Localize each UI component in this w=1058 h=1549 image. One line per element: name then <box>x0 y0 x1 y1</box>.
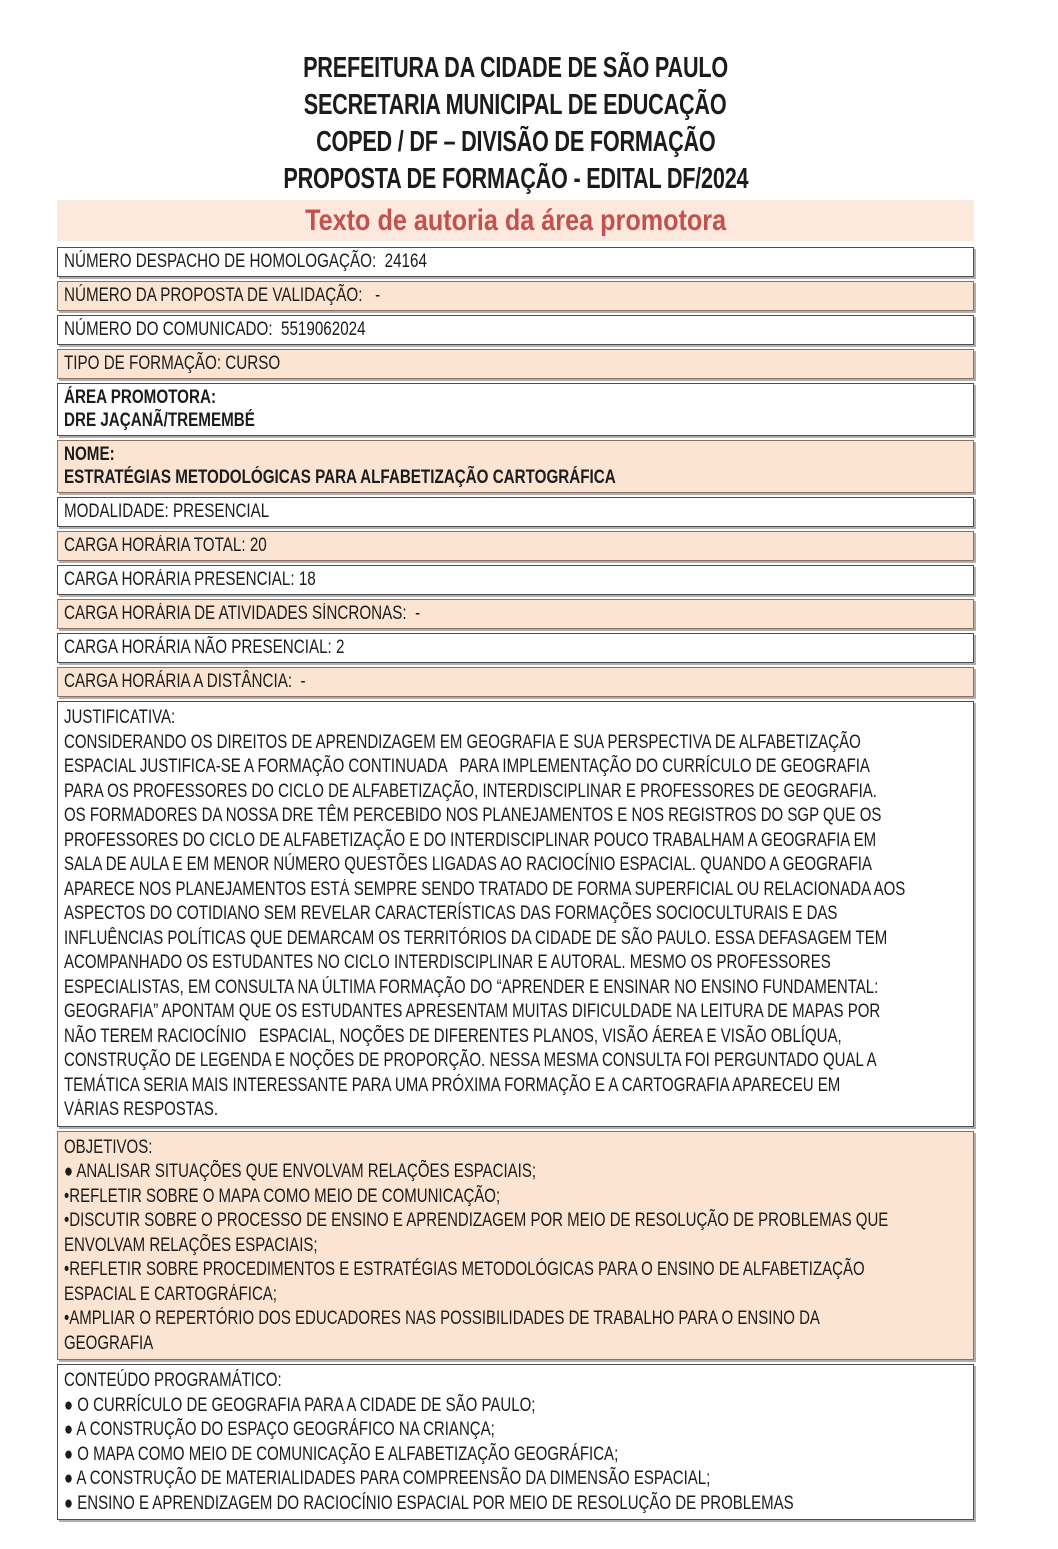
section-objetivos <box>57 1131 974 1361</box>
text-line: NÚMERO DA PROPOSTA DE VALIDAÇÃO: - <box>64 285 381 306</box>
field-nome <box>57 440 974 493</box>
text-line: NOME: <box>64 444 115 465</box>
text-line: CONTEÚDO PROGRAMÁTICO: <box>64 1370 282 1391</box>
text-line: COPED / DF – DIVISÃO DE FORMAÇÃO <box>315 126 716 158</box>
text-line: CARGA HORÁRIA PRESENCIAL: 18 <box>64 569 316 590</box>
field-carga-horaria-presencial <box>57 565 974 595</box>
field-modalidade <box>57 497 974 527</box>
document-header <box>57 52 974 200</box>
text-line: TEMÁTICA SERIA MAIS INTERESSANTE PARA UMA PRÓXIMA FORMAÇÃO E A CARTOGRAFIA APARECEU EM <box>64 1074 841 1096</box>
text-line: TIPO DE FORMAÇÃO: CURSO <box>64 353 281 374</box>
section-justificativa <box>57 701 974 1127</box>
field-numero-proposta-validacao <box>57 281 974 311</box>
text-line: CARGA HORÁRIA NÃO PRESENCIAL: 2 <box>64 637 345 658</box>
text-line: PARA OS PROFESSORES DO CICLO DE ALFABETIZAÇÃO, INTERDISCIPLINAR E PROFESSORES DE GEOGRAFIA. <box>64 780 877 802</box>
text-line: •REFLETIR SOBRE O MAPA COMO MEIO DE COMUNICAÇÃO; <box>64 1185 501 1207</box>
text-line: ● ANALISAR SITUAÇÕES QUE ENVOLVAM RELAÇÕES ESPACIAIS; <box>64 1161 537 1182</box>
field-carga-horaria-nao-presencial <box>57 633 974 663</box>
text-line: ESPECIALISTAS, EM CONSULTA NA ÚLTIMA FORMAÇÃO DO “APRENDER E ENSINAR NO ENSINO FUNDAMENTAL: <box>64 976 879 998</box>
field-carga-horaria-atividades-sincronas <box>57 599 974 629</box>
text-line: ● O MAPA COMO MEIO DE COMUNICAÇÃO E ALFABETIZAÇÃO GEOGRÁFICA; <box>64 1443 619 1465</box>
text-line: INFLUÊNCIAS POLÍTICAS QUE DEMARCAM OS TERRITÓRIOS DA CIDADE DE SÃO PAULO. ESSA DEFASAGEM TEM <box>64 927 888 949</box>
text-line: VÁRIAS RESPOSTAS. <box>64 1099 219 1120</box>
text-line: PROPOSTA DE FORMAÇÃO - EDITAL DF/2024 <box>283 163 748 195</box>
text-line: ASPECTOS DO COTIDIANO SEM REVELAR CARACTERÍSTICAS DAS FORMAÇÕES SOCIOCULTURAIS E DAS <box>64 903 838 924</box>
text-line: ● O CURRÍCULO DE GEOGRAFIA PARA A CIDADE DE SÃO PAULO; <box>64 1394 536 1416</box>
text-line: MODALIDADE: PRESENCIAL <box>64 501 270 522</box>
text-line: GEOGRAFIA <box>64 1332 154 1354</box>
text-line: CARGA HORÁRIA TOTAL: 20 <box>64 535 267 556</box>
text-line: CARGA HORÁRIA DE ATIVIDADES SÍNCRONAS: - <box>64 603 421 624</box>
document-page <box>57 52 974 1520</box>
text-line: ● A CONSTRUÇÃO DO ESPAÇO GEOGRÁFICO NA CRIANÇA; <box>64 1419 495 1440</box>
text-line: GEOGRAFIA” APONTAM QUE OS ESTUDANTES APRESENTAM MUITAS DIFICULDADE NA LEITURA DE MAPAS POR <box>64 1001 881 1022</box>
text-line: SECRETARIA MUNICIPAL DE EDUCAÇÃO <box>304 89 727 121</box>
text-line: CONSTRUÇÃO DE LEGENDA E NOÇÕES DE PROPORÇÃO. NESSA MESMA CONSULTA FOI PERGUNTADO QUAL A <box>64 1050 877 1071</box>
text-line: ÁREA PROMOTORA: <box>64 387 216 408</box>
field-carga-horaria-a-distancia <box>57 667 974 697</box>
text-line: APARECE NOS PLANEJAMENTOS ESTÁ SEMPRE SENDO TRATADO DE FORMA SUPERFICIAL OU RELACIONADA AOS <box>64 878 906 900</box>
text-line: ESPACIAL JUSTIFICA-SE A FORMAÇÃO CONTINUADA PARA IMPLEMENTAÇÃO DO CURRÍCULO DE GEOGRAFIA <box>64 756 870 777</box>
field-numero-despacho-homologacao <box>57 247 974 277</box>
text-line: •DISCUTIR SOBRE O PROCESSO DE ENSINO E APRENDIZAGEM POR MEIO DE RESOLUÇÃO DE PROBLEMAS QUE <box>64 1210 889 1231</box>
field-tipo-formacao <box>57 349 974 379</box>
text-line: NÚMERO DESPACHO DE HOMOLOGAÇÃO: 24164 <box>64 251 427 272</box>
text-line: CARGA HORÁRIA A DISTÂNCIA: - <box>64 671 306 692</box>
field-numero-comunicado <box>57 315 974 345</box>
text-line: NÃO TEREM RACIOCÍNIO ESPACIAL, NOÇÕES DE DIFERENTES PLANOS, VISÃO ÁEREA E VISÃO OBLÍQUA, <box>64 1025 842 1047</box>
text-line: ACOMPANHADO OS ESTUDANTES NO CICLO INTERDISCIPLINAR E AUTORAL. MESMO OS PROFESSORES <box>64 952 831 973</box>
text-line: JUSTIFICATIVA: <box>64 707 176 728</box>
text-line: ENVOLVAM RELAÇÕES ESPACIAIS; <box>64 1234 318 1256</box>
banner-texto-autoria <box>57 200 974 241</box>
text-line: ● A CONSTRUÇÃO DE MATERIALIDADES PARA COMPREENSÃO DA DIMENSÃO ESPACIAL; <box>64 1468 711 1489</box>
text-line: ESTRATÉGIAS METODOLÓGICAS PARA ALFABETIZAÇÃO CARTOGRÁFICA <box>64 467 616 488</box>
banner-text: Texto de autoria da área promotora <box>304 204 727 237</box>
text-line: NÚMERO DO COMUNICADO: 5519062024 <box>64 319 366 340</box>
text-line: OS FORMADORES DA NOSSA DRE TÊM PERCEBIDO NOS PLANEJAMENTOS E NOS REGISTROS DO SGP QUE OS <box>64 805 882 826</box>
text-line: •AMPLIAR O REPERTÓRIO DOS EDUCADORES NAS POSSIBILIDADES DE TRABALHO PARA O ENSINO DA <box>64 1308 820 1329</box>
field-area-promotora <box>57 383 974 436</box>
text-line: PROFESSORES DO CICLO DE ALFABETIZAÇÃO E DO INTERDISCIPLINAR POUCO TRABALHAM A GEOGRAFIA EM <box>64 829 877 851</box>
text-line: ● ENSINO E APRENDIZAGEM DO RACIOCÍNIO ESPACIAL POR MEIO DE RESOLUÇÃO DE PROBLEMAS <box>64 1492 794 1514</box>
text-line: SALA DE AULA E EM MENOR NÚMERO QUESTÕES LIGADAS AO RACIOCÍNIO ESPACIAL. QUANDO A GEOGRAFIA <box>64 854 872 875</box>
field-carga-horaria-total <box>57 531 974 561</box>
text-line: •REFLETIR SOBRE PROCEDIMENTOS E ESTRATÉGIAS METODOLÓGICAS PARA O ENSINO DE ALFABETIZAÇÃO <box>64 1259 865 1280</box>
text-line: OBJETIVOS: <box>64 1136 153 1158</box>
text-line: DRE JAÇANÃ/TREMEMBÉ <box>64 410 255 431</box>
text-line: ESPACIAL E CARTOGRÁFICA; <box>64 1283 277 1305</box>
text-line: PREFEITURA DA CIDADE DE SÃO PAULO <box>303 52 728 84</box>
text-line: CONSIDERANDO OS DIREITOS DE APRENDIZAGEM EM GEOGRAFIA E SUA PERSPECTIVA DE ALFABETIZAÇÃO <box>64 731 861 753</box>
